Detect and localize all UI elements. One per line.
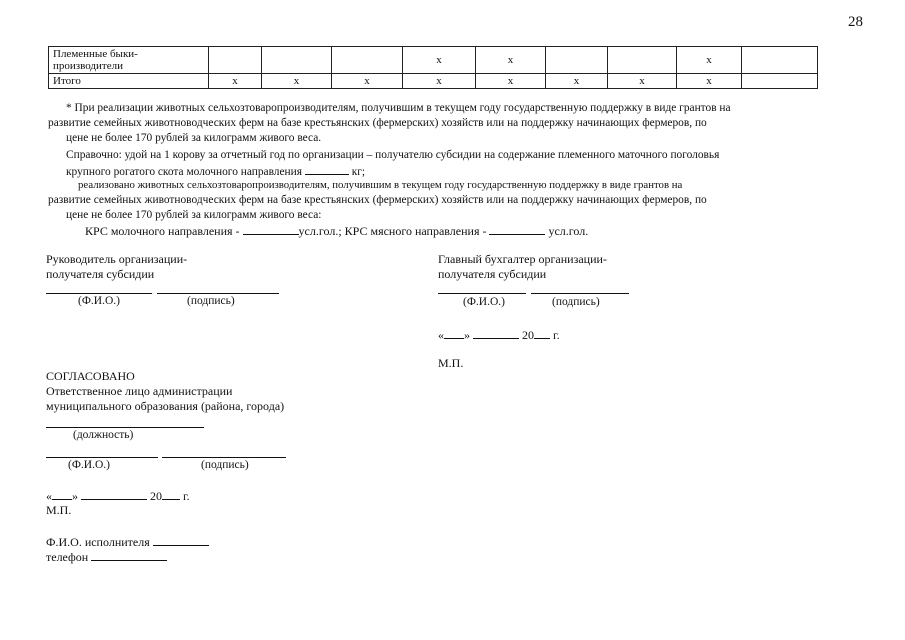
executor-phone: [46, 549, 167, 565]
dairy-count-field[interactable]: [243, 223, 299, 235]
table-cell: х: [546, 74, 608, 89]
footnote-line: развитие семейных животноводческих ферм на базе крестьянских (фермерских) хозяйств или на поддержку начинающих фермеров, по: [48, 117, 707, 129]
agreed-heading: СОГЛАСОВАНО: [46, 369, 135, 383]
year-suffix: г.: [183, 489, 190, 503]
accountant-sign-caption: (подпись): [552, 296, 600, 308]
yield-field[interactable]: [305, 163, 349, 175]
table-cell: [742, 74, 818, 89]
table-cell: [262, 47, 332, 74]
table-cell: х: [209, 74, 262, 89]
accountant-title: получателя субсидии: [438, 267, 547, 281]
stamp-label: М.П.: [438, 356, 464, 370]
reference-line: Справочно: удой на 1 корову за отчетный год по организации – получателю субсидии на содержание племенного маточного поголовья: [66, 149, 720, 161]
accountant-fio-caption: (Ф.И.О.): [463, 296, 505, 308]
table-cell: х: [476, 47, 546, 74]
table-cell: х: [403, 47, 476, 74]
reference-text: КРС молочного направления -: [85, 224, 240, 238]
reference-line: развитие семейных животноводческих ферм на базе крестьянских (фермерских) хозяйств или на поддержку начинающих фермеров, по: [48, 194, 707, 206]
year-prefix: 20: [522, 328, 534, 342]
table-row: [49, 74, 818, 89]
position-line[interactable]: [46, 427, 204, 428]
agreed-date: [46, 488, 190, 504]
position-caption: (должность): [73, 429, 134, 441]
table-cell: х: [608, 74, 677, 89]
executor-fio: [46, 534, 209, 550]
head-title: Руководитель организации-: [46, 252, 188, 266]
accountant-date: [438, 327, 560, 343]
reference-line: реализовано животных сельхозтоваропроизводителям, получившим в текущем году государственную поддержку в виде грантов на: [78, 179, 683, 191]
executor-fio-field[interactable]: [153, 534, 209, 546]
livestock-table: [48, 46, 818, 89]
reference-text: крупного рогатого скота молочного направления: [66, 166, 302, 178]
reference-unit: усл.гол.: [548, 224, 589, 238]
date-quote: «: [438, 328, 444, 342]
table-cell: х: [677, 74, 742, 89]
accountant-fio-line[interactable]: [438, 293, 526, 294]
agreed-line: Ответственное лицо администрации: [46, 384, 233, 398]
agreed-sign-line[interactable]: [162, 457, 286, 458]
date-quote: »: [72, 489, 78, 503]
table-cell: х: [677, 47, 742, 74]
year-field[interactable]: [162, 488, 180, 500]
month-field[interactable]: [473, 327, 519, 339]
accountant-title: Главный бухгалтер организации-: [438, 252, 607, 266]
date-quote: »: [464, 328, 470, 342]
reference-unit: кг;: [351, 166, 366, 178]
agreed-sign-caption: (подпись): [201, 459, 249, 471]
day-field[interactable]: [52, 488, 72, 500]
table-cell: [546, 47, 608, 74]
day-field[interactable]: [444, 327, 464, 339]
table-cell: [608, 47, 677, 74]
agreed-fio-line[interactable]: [46, 457, 158, 458]
head-fio-caption: (Ф.И.О.): [78, 295, 120, 307]
row-label: Итого: [49, 74, 209, 89]
executor-phone-field[interactable]: [91, 549, 167, 561]
footnote-line: * При реализации животных сельхозтоваропроизводителям, получившим в текущем году государственную поддержку в виде грантов на: [66, 102, 731, 114]
page-number: 28: [848, 14, 863, 30]
table-cell: х: [403, 74, 476, 89]
table-cell: [332, 47, 403, 74]
agreed-line: муниципального образования (района, города): [46, 399, 285, 413]
year-field[interactable]: [534, 327, 550, 339]
beef-count-field[interactable]: [489, 223, 545, 235]
table-cell: х: [332, 74, 403, 89]
table-cell: [742, 47, 818, 74]
footnote-line: цене не более 170 рублей за килограмм живого веса.: [66, 132, 322, 144]
year-prefix: 20: [150, 489, 162, 503]
month-field[interactable]: [81, 488, 147, 500]
accountant-sign-line[interactable]: [531, 293, 629, 294]
executor-phone-label: телефон: [46, 550, 89, 564]
table-cell: х: [476, 74, 546, 89]
reference-line: [85, 223, 588, 240]
reference-text: усл.гол.; КРС мясного направления -: [298, 224, 487, 238]
table-cell: [209, 47, 262, 74]
stamp-label: М.П.: [46, 503, 72, 517]
table-cell: х: [262, 74, 332, 89]
date-quote: «: [46, 489, 52, 503]
reference-line: цене не более 170 рублей за килограмм живого веса:: [66, 209, 322, 221]
table-row: [49, 47, 818, 74]
head-sign-line[interactable]: [157, 293, 279, 294]
head-sign-caption: (подпись): [187, 295, 235, 307]
year-suffix: г.: [553, 328, 560, 342]
head-fio-line[interactable]: [46, 293, 152, 294]
executor-fio-label: Ф.И.О. исполнителя: [46, 535, 150, 549]
agreed-fio-caption: (Ф.И.О.): [68, 459, 110, 471]
head-title: получателя субсидии: [46, 267, 155, 281]
row-label: Племенные быки- производители: [49, 47, 209, 74]
